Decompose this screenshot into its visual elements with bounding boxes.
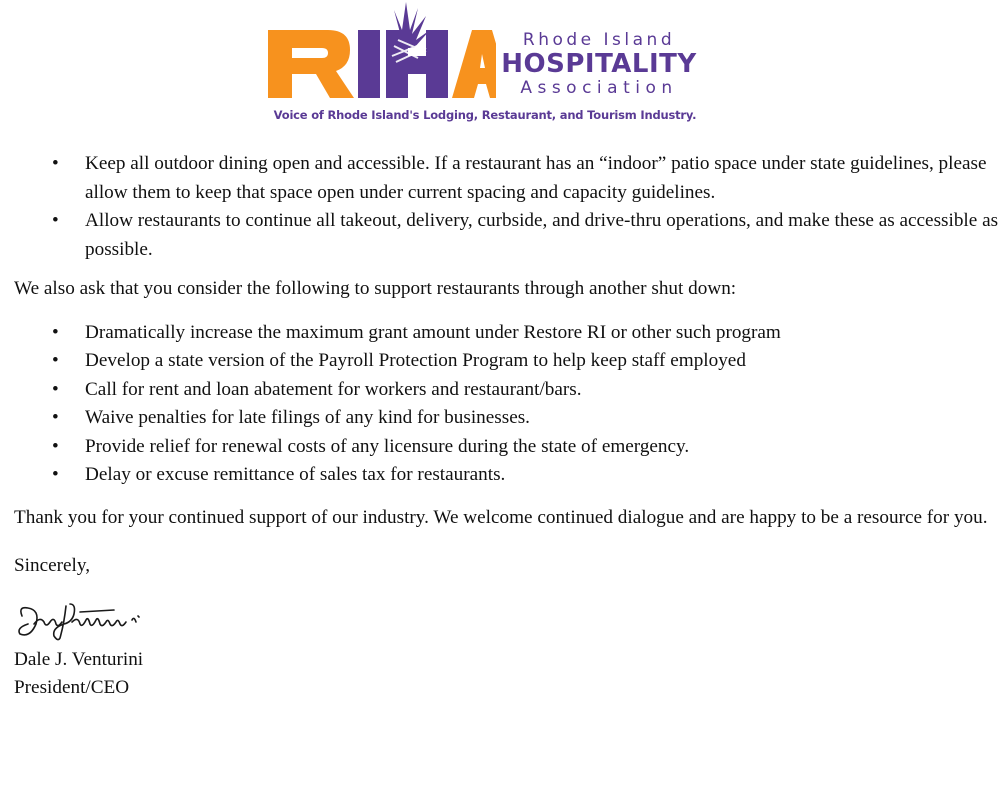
list-item	[14, 433, 999, 462]
org-name-line1: Rhode Island	[522, 30, 676, 50]
list-item-text: Call for rent and loan abatement for workers and restaurant/bars.	[85, 378, 582, 400]
list-item-text: Delay or excuse remittance of sales tax for restaurants.	[85, 464, 506, 485]
riha-logo	[266, 0, 496, 106]
org-name-line3: Association	[520, 78, 678, 98]
list-item	[14, 150, 999, 207]
bullet-icon: •	[52, 407, 59, 428]
bullet-icon: •	[52, 321, 59, 343]
thanks-paragraph: Thank you for your continued support of our industry. We welcome continued dialogue and are happy to be a resource for you.	[14, 506, 988, 528]
list-item	[14, 376, 999, 405]
signer-name: Dale J. Venturini	[14, 648, 144, 670]
list-item-text: Keep all outdoor dining open and accessible. If a restaurant has an “indoor” patio space under state guidelines, please allow them to keep that space open under current spacing and capacity guidelines.	[85, 153, 987, 203]
request-paragraph: We also ask that you consider the following to support restaurants through another shut down:	[14, 278, 737, 299]
logo-letter-a	[452, 30, 496, 98]
closing-salutation: Sincerely,	[14, 555, 91, 576]
letterhead-tagline: Voice of Rhode Island's Lodging, Restaurant, and Tourism Industry.	[273, 108, 697, 122]
list-item-text: Allow restaurants to continue all takeout, delivery, curbside, and drive-thru operations, and make these as accessible as possible.	[85, 210, 999, 260]
second-bullet-list	[14, 319, 999, 490]
list-item	[14, 207, 999, 264]
signature	[14, 594, 164, 644]
bullet-icon: •	[52, 210, 59, 231]
bullet-icon: •	[52, 378, 59, 400]
list-item	[14, 404, 999, 433]
letter-body	[14, 150, 999, 703]
list-item-text: Provide relief for renewal costs of any licensure during the state of emergency.	[85, 435, 690, 457]
list-item-text: Develop a state version of the Payroll Protection Program to help keep staff employed	[85, 350, 746, 371]
bullet-icon: •	[52, 464, 59, 485]
list-item	[14, 319, 999, 348]
list-item	[14, 347, 999, 376]
first-bullet-list	[14, 150, 999, 264]
list-item-text: Dramatically increase the maximum grant amount under Restore RI or other such program	[85, 321, 781, 343]
bullet-icon: •	[52, 350, 59, 371]
bullet-icon: •	[52, 153, 59, 174]
list-item	[14, 461, 999, 490]
organization-name	[496, 30, 702, 98]
signer-title: President/CEO	[14, 677, 130, 698]
logo-letter-i	[358, 30, 380, 98]
list-item-text: Waive penalties for late filings of any kind for businesses.	[85, 407, 530, 428]
bullet-icon: •	[52, 435, 59, 457]
letterhead	[266, 0, 706, 128]
logo-letter-r	[268, 30, 354, 98]
org-name-line2: HOSPITALITY	[501, 49, 697, 79]
